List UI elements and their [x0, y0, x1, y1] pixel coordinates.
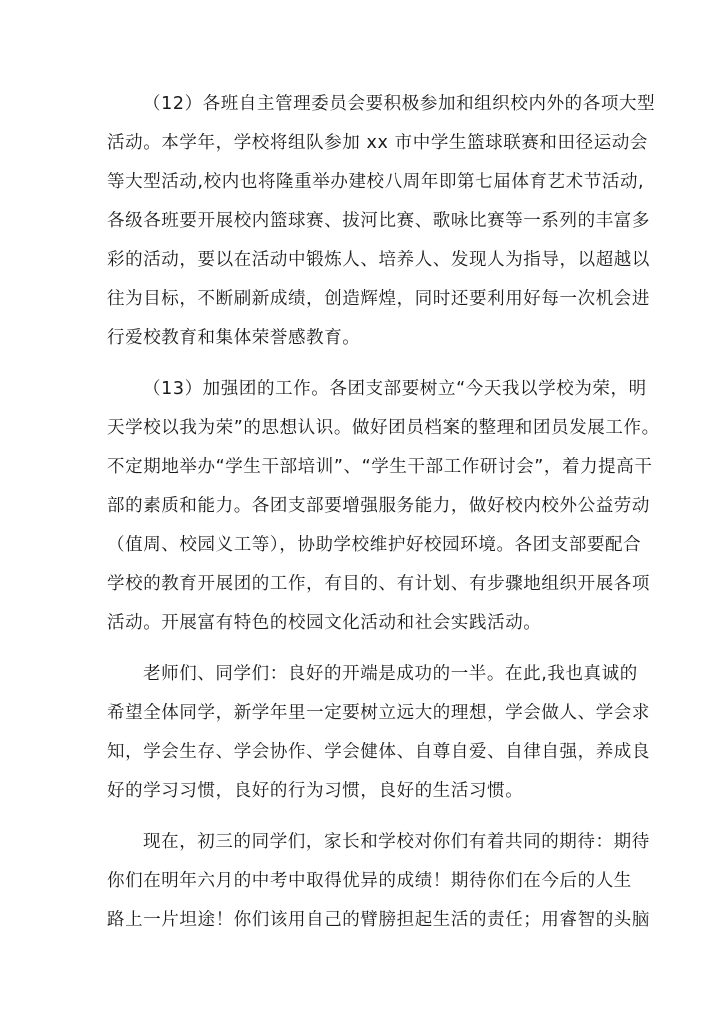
text-line: 老师们、同学们：良好的开端是成功的一半。在此,我也真诚的: [143, 664, 638, 684]
text-line: （13）加强团的工作。各团支部要树立“今天我以学校为荣，明: [143, 379, 647, 399]
text-line: 天学校以我为荣”的思想认识。做好团员档案的整理和团员发展工作。: [107, 418, 660, 438]
text-line: 部的素质和能力。各团支部要增强服务能力，做好校内校外公益劳动: [107, 496, 650, 516]
text-line: （12）各班自主管理委员会要积极参加和组织校内外的各项大型: [143, 94, 656, 114]
text-line: （值周、校园义工等），协助学校维护好校园环境。各团支部要配合: [107, 535, 642, 555]
text-line: 彩的活动，要以在活动中锻炼人、培养人、发现人为指导，以超越以: [107, 250, 650, 270]
text-line: 活动。本学年，学校将组队参加 xx 市中学生篮球联赛和田径运动会: [107, 133, 649, 153]
text-line: 知，学会生存、学会协作、学会健体、自尊自爱、自律自强，养成良: [107, 742, 650, 762]
text-line: 路上一片坦途！你们该用自己的臂膀担起生活的责任；用睿智的头脑: [107, 910, 650, 930]
text-line: 等大型活动,校内也将隆重举办建校八周年即第七届体育艺术节活动,: [107, 172, 645, 192]
text-line: 好的学习习惯，良好的行为习惯，良好的生活习惯。: [107, 781, 524, 801]
text-line: 希望全体同学，新学年里一定要树立远大的理想，学会做人、学会求: [107, 703, 650, 723]
text-line: 各级各班要开展校内篮球赛、拔河比赛、歌咏比赛等一系列的丰富多: [107, 211, 650, 231]
text-line: 学校的教育开展团的工作，有目的、有计划、有步骤地组织开展各项: [107, 574, 650, 594]
text-line: 不定期地举办“学生干部培训”、“学生干部工作研讨会”，着力提高干: [107, 457, 653, 477]
text-line: 行爱校教育和集体荣誉感教育。: [107, 328, 361, 348]
text-line: 往为目标，不断刷新成绩，创造辉煌，同时还要利用好每一次机会进: [107, 289, 650, 309]
text-line: 现在，初三的同学们，家长和学校对你们有着共同的期待：期待: [143, 832, 650, 852]
text-line: 你们在明年六月的中考中取得优异的成绩！期待你们在今后的人生: [107, 871, 632, 891]
text-line: 活动。开展富有特色的校园文化活动和社会实践活动。: [107, 613, 542, 633]
